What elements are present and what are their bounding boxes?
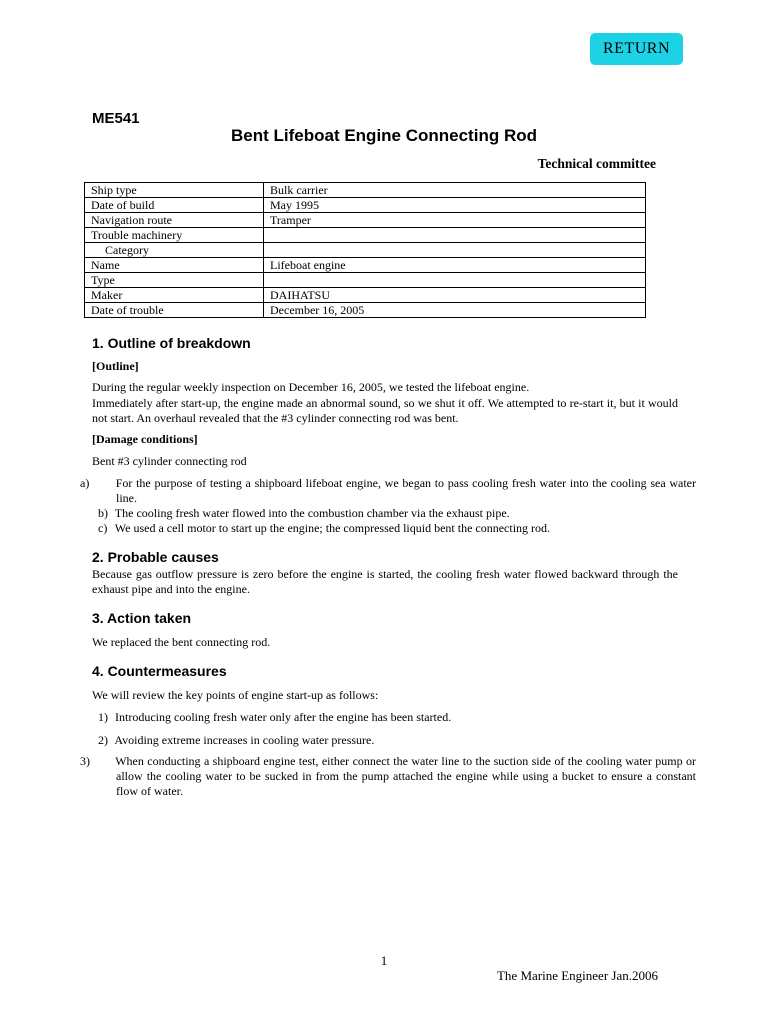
table-row	[85, 258, 646, 273]
section-heading-causes: 2. Probable causes	[92, 549, 219, 565]
table-row	[85, 303, 646, 318]
table-cell	[264, 243, 646, 258]
table-cell: DAIHATSU	[264, 288, 646, 303]
table-cell: Date of build	[85, 198, 264, 213]
table-cell: Maker	[85, 288, 264, 303]
table-cell: December 16, 2005	[264, 303, 646, 318]
table-cell: Bulk carrier	[264, 183, 646, 198]
table-cell: Type	[85, 273, 264, 288]
causes-paragraph: Because gas outflow pressure is zero before the engine is started, the cooling fresh water flowed backward through the exhaust pipe and into the engine.	[92, 567, 678, 596]
table-cell: Navigation route	[85, 213, 264, 228]
table-row	[85, 183, 646, 198]
section-heading-action: 3. Action taken	[92, 610, 192, 626]
list-item: a) For the purpose of testing a shipboard lifeboat engine, we began to pass cooling fresh water into the cooling sea water line.	[80, 476, 696, 505]
table-row	[85, 288, 646, 303]
table-row	[85, 213, 646, 228]
list-item: b) The cooling fresh water flowed into the combustion chamber via the exhaust pipe.	[98, 506, 510, 520]
table-cell	[264, 228, 646, 243]
list-item: 2) Avoiding extreme increases in cooling water pressure.	[98, 733, 375, 747]
section-heading-outline: 1. Outline of breakdown	[92, 335, 251, 351]
table-cell	[264, 273, 646, 288]
table-cell: Date of trouble	[85, 303, 264, 318]
list-item: c) We used a cell motor to start up the engine; the compressed liquid bent the connecting rod.	[98, 521, 551, 535]
outline-label: [Outline]	[92, 359, 139, 373]
outline-paragraph-1: During the regular weekly inspection on December 16, 2005, we tested the lifeboat engine.	[92, 380, 530, 394]
outline-paragraph-2: Immediately after start-up, the engine made an abnormal sound, so we shut it off. We attempted to re-start it, but it would not start. An overhaul revealed that the #3 cylinder connecting rod was bent.	[92, 396, 678, 425]
table-row	[85, 243, 646, 258]
table-row	[85, 228, 646, 243]
table-cell: May 1995	[264, 198, 646, 213]
table-cell: Category	[85, 243, 264, 258]
committee-label: Technical committee	[537, 156, 656, 171]
table-cell: Lifeboat engine	[264, 258, 646, 273]
countermeasures-intro: We will review the key points of engine start-up as follows:	[92, 688, 379, 702]
table-row	[85, 273, 646, 288]
section-heading-countermeasures: 4. Countermeasures	[92, 663, 227, 679]
document-code: ME541	[92, 110, 140, 127]
list-item: 1) Introducing cooling fresh water only after the engine has been started.	[98, 710, 452, 724]
return-button[interactable]: RETURN	[590, 33, 683, 65]
table-cell: Name	[85, 258, 264, 273]
list-item: 3) When conducting a shipboard engine test, either connect the water line to the suction side of the cooling water pump or allow the cooling water to be sucked in from the pump attached the engine while using a bucket to ensure a constant flow of water.	[80, 754, 696, 798]
document-title: Bent Lifeboat Engine Connecting Rod	[231, 126, 537, 145]
action-paragraph: We replaced the bent connecting rod.	[92, 635, 271, 649]
damage-conditions-label: [Damage conditions]	[92, 432, 198, 446]
table-row	[85, 198, 646, 213]
table-cell: Trouble machinery	[85, 228, 264, 243]
table-cell: Ship type	[85, 183, 264, 198]
damage-conditions-text: Bent #3 cylinder connecting rod	[92, 454, 247, 468]
publication-footer: The Marine Engineer Jan.2006	[496, 968, 658, 983]
table-cell: Tramper	[264, 213, 646, 228]
ship-info-table	[84, 182, 646, 318]
page-number: 1	[380, 953, 388, 968]
